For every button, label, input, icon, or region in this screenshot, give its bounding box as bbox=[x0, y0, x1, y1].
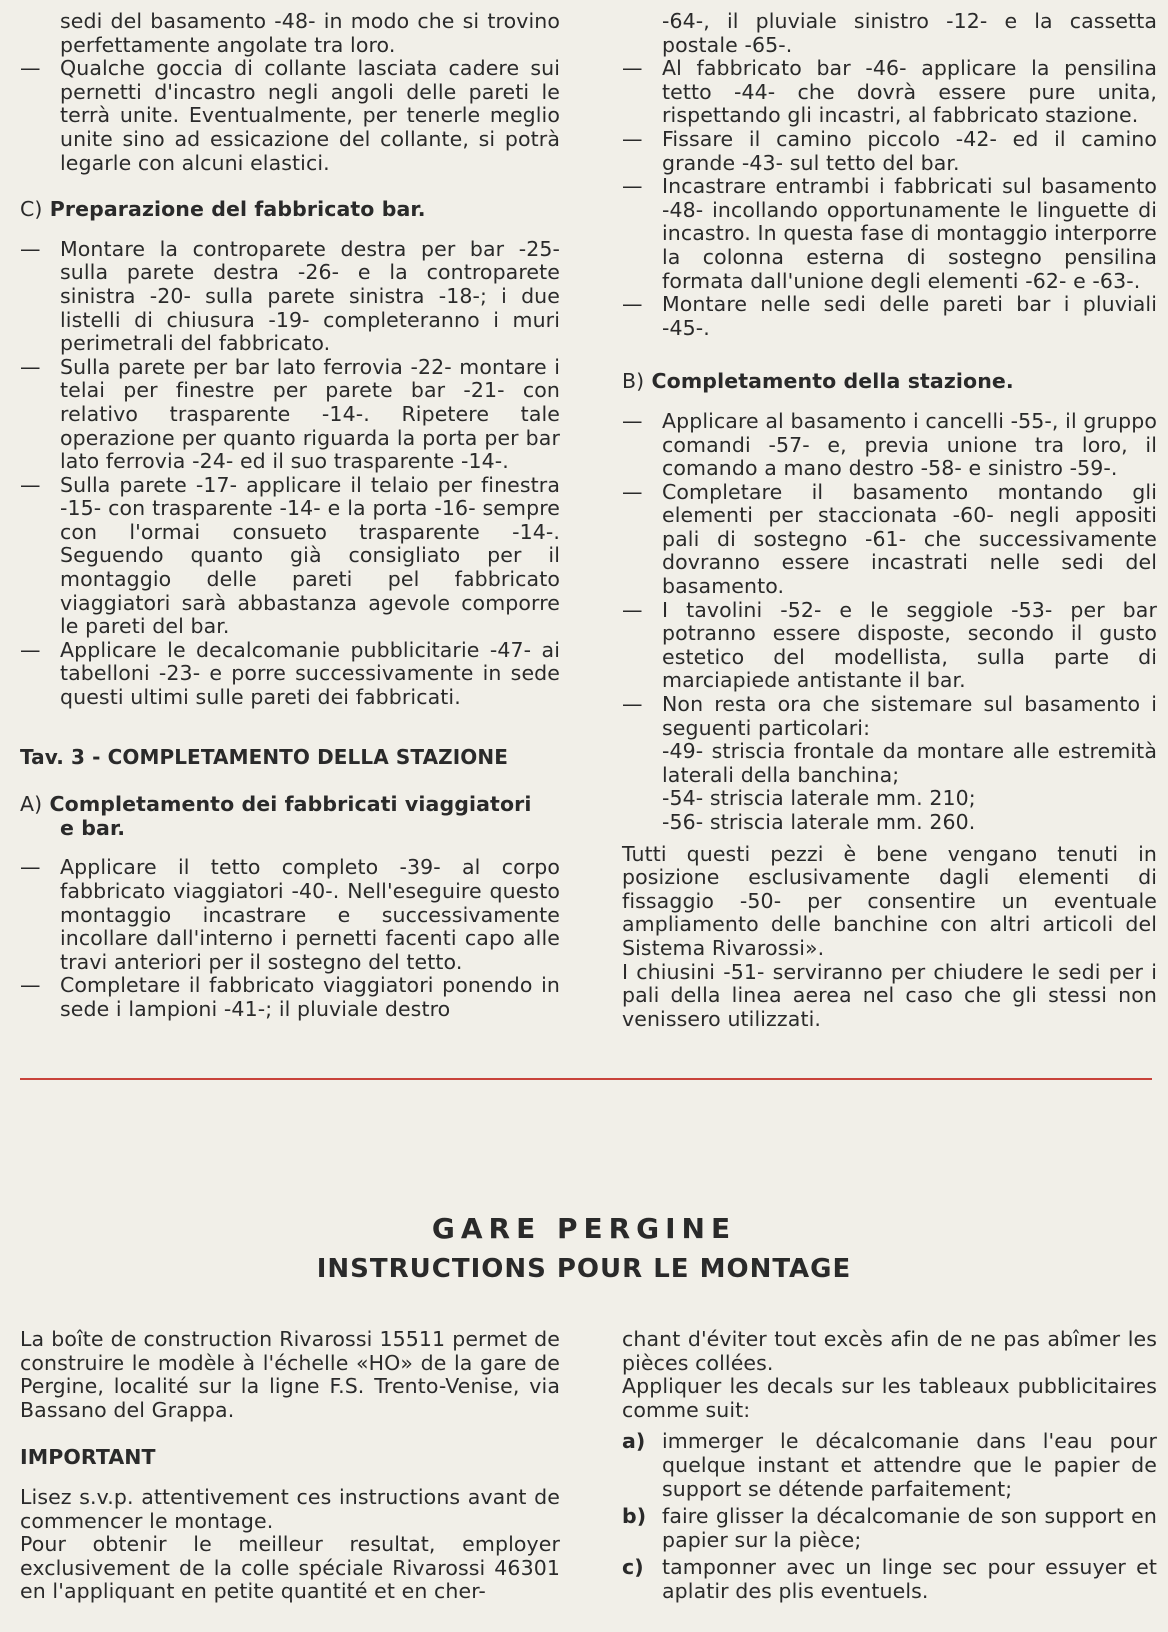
list-item: — Qualche goccia di collante lasciata cadere sui pernetti d'incastro negli angoli delle pareti le terrà unite. Eventualmente, per tenerle meglio unite sino ad essicazione del collante, si potrà legarle con alcuni elastici. bbox=[20, 56, 560, 175]
step-b: b) faire glisser la décalcomanie de son support en papier sur la pièce; bbox=[622, 1504, 1157, 1552]
important-heading: IMPORTANT bbox=[20, 1445, 156, 1470]
list-item: — Incastrare entrambi i fabbricati sul basamento -48- incollando opportunamente le linguette di incastro. In questa fase di montaggio interporre la colonna esterna di sostegno pensilina formata dall'unione degli elementi -62- e -63-. bbox=[622, 174, 1157, 293]
step-a: a) immerger le décalcomanie dans l'eau pour quelque instant et attendre que le papier de support se détende parfaitement; bbox=[622, 1429, 1157, 1501]
list-item: — Fissare il camino piccolo -42- ed il camino grande -43- sul tetto del bar. bbox=[622, 126, 1157, 175]
list-item: — Applicare le decalcomanie pubblicitarie -47- ai tabelloni -23- e porre successivamente in sede questi ultimi sulle pareti dei fabbricati. bbox=[20, 637, 560, 710]
list-item: — Sulla parete -17- applicare il telaio per finestra -15- con trasparente -14- e la porta -16- sempre con l'ormai consueto trasparente -14-. Seguendo quanto già consigliato per il montaggio delle pareti pel fabbricato viaggiatori sarà abbastanza agevole comporre le pareti del bar. bbox=[20, 472, 560, 639]
list-item: — Montare nelle sedi delle pareti bar i pluviali -45-. bbox=[622, 292, 1157, 340]
paragraph: Appliquer les decals sur les tableaux pubblicitaires comme suit: bbox=[622, 1374, 1157, 1422]
section-c-heading: C) Preparazione del fabbricato bar. bbox=[20, 197, 426, 222]
continued-text: -64-, il pluviale sinistro -12- e la cassetta postale -65-. bbox=[662, 9, 1157, 57]
parts-line: -54- striscia laterale mm. 210; bbox=[662, 786, 976, 811]
list-item: — Non resta ora che sistemare sul basamento i seguenti particolari: bbox=[622, 692, 1157, 740]
tav3-title: Tav. 3 - COMPLETAMENTO DELLA STAZIONE bbox=[20, 744, 509, 769]
list-item: — Completare il basamento montando gli elementi per staccionata -60- negli appositi pali di sostegno -61- che successivamente dovranno essere incastrati nelle sedi del basamento. bbox=[622, 479, 1157, 599]
paragraph: chant d'éviter tout excès afin de ne pas abîmer les pièces collées. bbox=[622, 1327, 1157, 1375]
list-item: — Montare la controparete destra per bar -25- sulla parete destra -26- e la controparete sinistra -20- sulla parete sinistra -18-; i due listelli di chiusura -19- completeranno i muri perimetrali del fabbricato. bbox=[20, 236, 560, 356]
list-item: — I tavolini -52- e le seggiole -53- per bar potranno essere disposte, secondo il gusto estetico del modellista, sulla parte di marciapiede antistante il bar. bbox=[622, 597, 1157, 693]
paragraph: Lisez s.v.p. attentivement ces instructions avant de commencer le montage. bbox=[20, 1484, 560, 1533]
french-left-column bbox=[20, 1328, 560, 1604]
list-item: — Al fabbricato bar -46- applicare la pensilina tetto -44- che dovrà essere pure unita, rispettando gli incastri, al fabbricato stazione. bbox=[622, 56, 1157, 128]
section-a-heading: A) Completamento dei fabbricati viaggiatori e bar. bbox=[20, 792, 532, 840]
continued-text: sedi del basamento -48- in modo che si trovino perfettamente angolate tra loro. bbox=[60, 9, 560, 57]
list-item-text: Qualche goccia di collante lasciata cadere sui pernetti d'incastro negli angoli delle pareti le terrà unite. Eventualmente, per tenerle meglio unite sino ad essicazione del collante, si potrà legarle con alcuni elastici. bbox=[60, 56, 560, 175]
list-item: — Applicare al basamento i cancelli -55-, il gruppo comandi -57- e, previa unione tra loro, il comando a mano destro -58- e sinistro -59-. bbox=[622, 408, 1157, 481]
paragraph: Tutti questi pezzi è bene vengano tenuti in posizione esclusivamente dagli elementi di fissaggio -50- per consentire un eventuale ampliamento delle banchine con altri articoli del Sistema Rivarossi». bbox=[622, 841, 1157, 960]
page-title: GARE PERGINE bbox=[431, 1212, 737, 1245]
french-right-column bbox=[622, 1328, 1157, 1608]
section-b-heading: B) Completamento della stazione. bbox=[622, 369, 1014, 394]
page-subtitle: INSTRUCTIONS POUR LE MONTAGE bbox=[316, 1254, 852, 1284]
list-item: — Applicare il tetto completo -39- al corpo fabbricato viaggiatori -40-. Nell'eseguire questo montaggio incastrare e successivamente incollare dall'interno i pernetti facenti capo alle travi anteriori per il sostegno del tetto. bbox=[20, 855, 560, 974]
section-divider bbox=[20, 1078, 1152, 1080]
italian-right-column bbox=[622, 10, 1157, 1031]
parts-line: -49- striscia frontale da montare alle estremità laterali della banchina; bbox=[662, 739, 1157, 787]
list-item: — Completare il fabbricato viaggiatori ponendo in sede i lampioni -41-; il pluviale destro bbox=[20, 973, 560, 1021]
intro-paragraph: La boîte de construction Rivarossi 15511 permet de construire le modèle à l'échelle «HO» de la gare de Pergine, localité sur la ligne F.S. Trento-Venise, via Bassano del Grappa. bbox=[20, 1327, 560, 1422]
italian-left-column bbox=[20, 10, 560, 1022]
list-item: — Sulla parete per bar lato ferrovia -22- montare i telai per finestre per parete bar -21- con relativo trasparente -14-. Ripetere tale operazione per quanto riguarda la porta per bar lato ferrovia -24- ed il suo trasparente -14-. bbox=[20, 354, 560, 474]
parts-line: -56- striscia laterale mm. 260. bbox=[662, 810, 976, 834]
paragraph: I chiusini -51- serviranno per chiudere le sedi per i pali della linea aerea nel caso che gli stessi non venissero utilizzati. bbox=[622, 959, 1157, 1031]
paragraph: Pour obtenir le meilleur resultat, employer exclusivement de la colle spéciale Rivarossi 46301 en l'appliquant en petite quantité et en cher- bbox=[20, 1532, 560, 1604]
step-c: c) tamponner avec un linge sec pour essuyer et aplatir des plis eventuels. bbox=[622, 1555, 1157, 1603]
